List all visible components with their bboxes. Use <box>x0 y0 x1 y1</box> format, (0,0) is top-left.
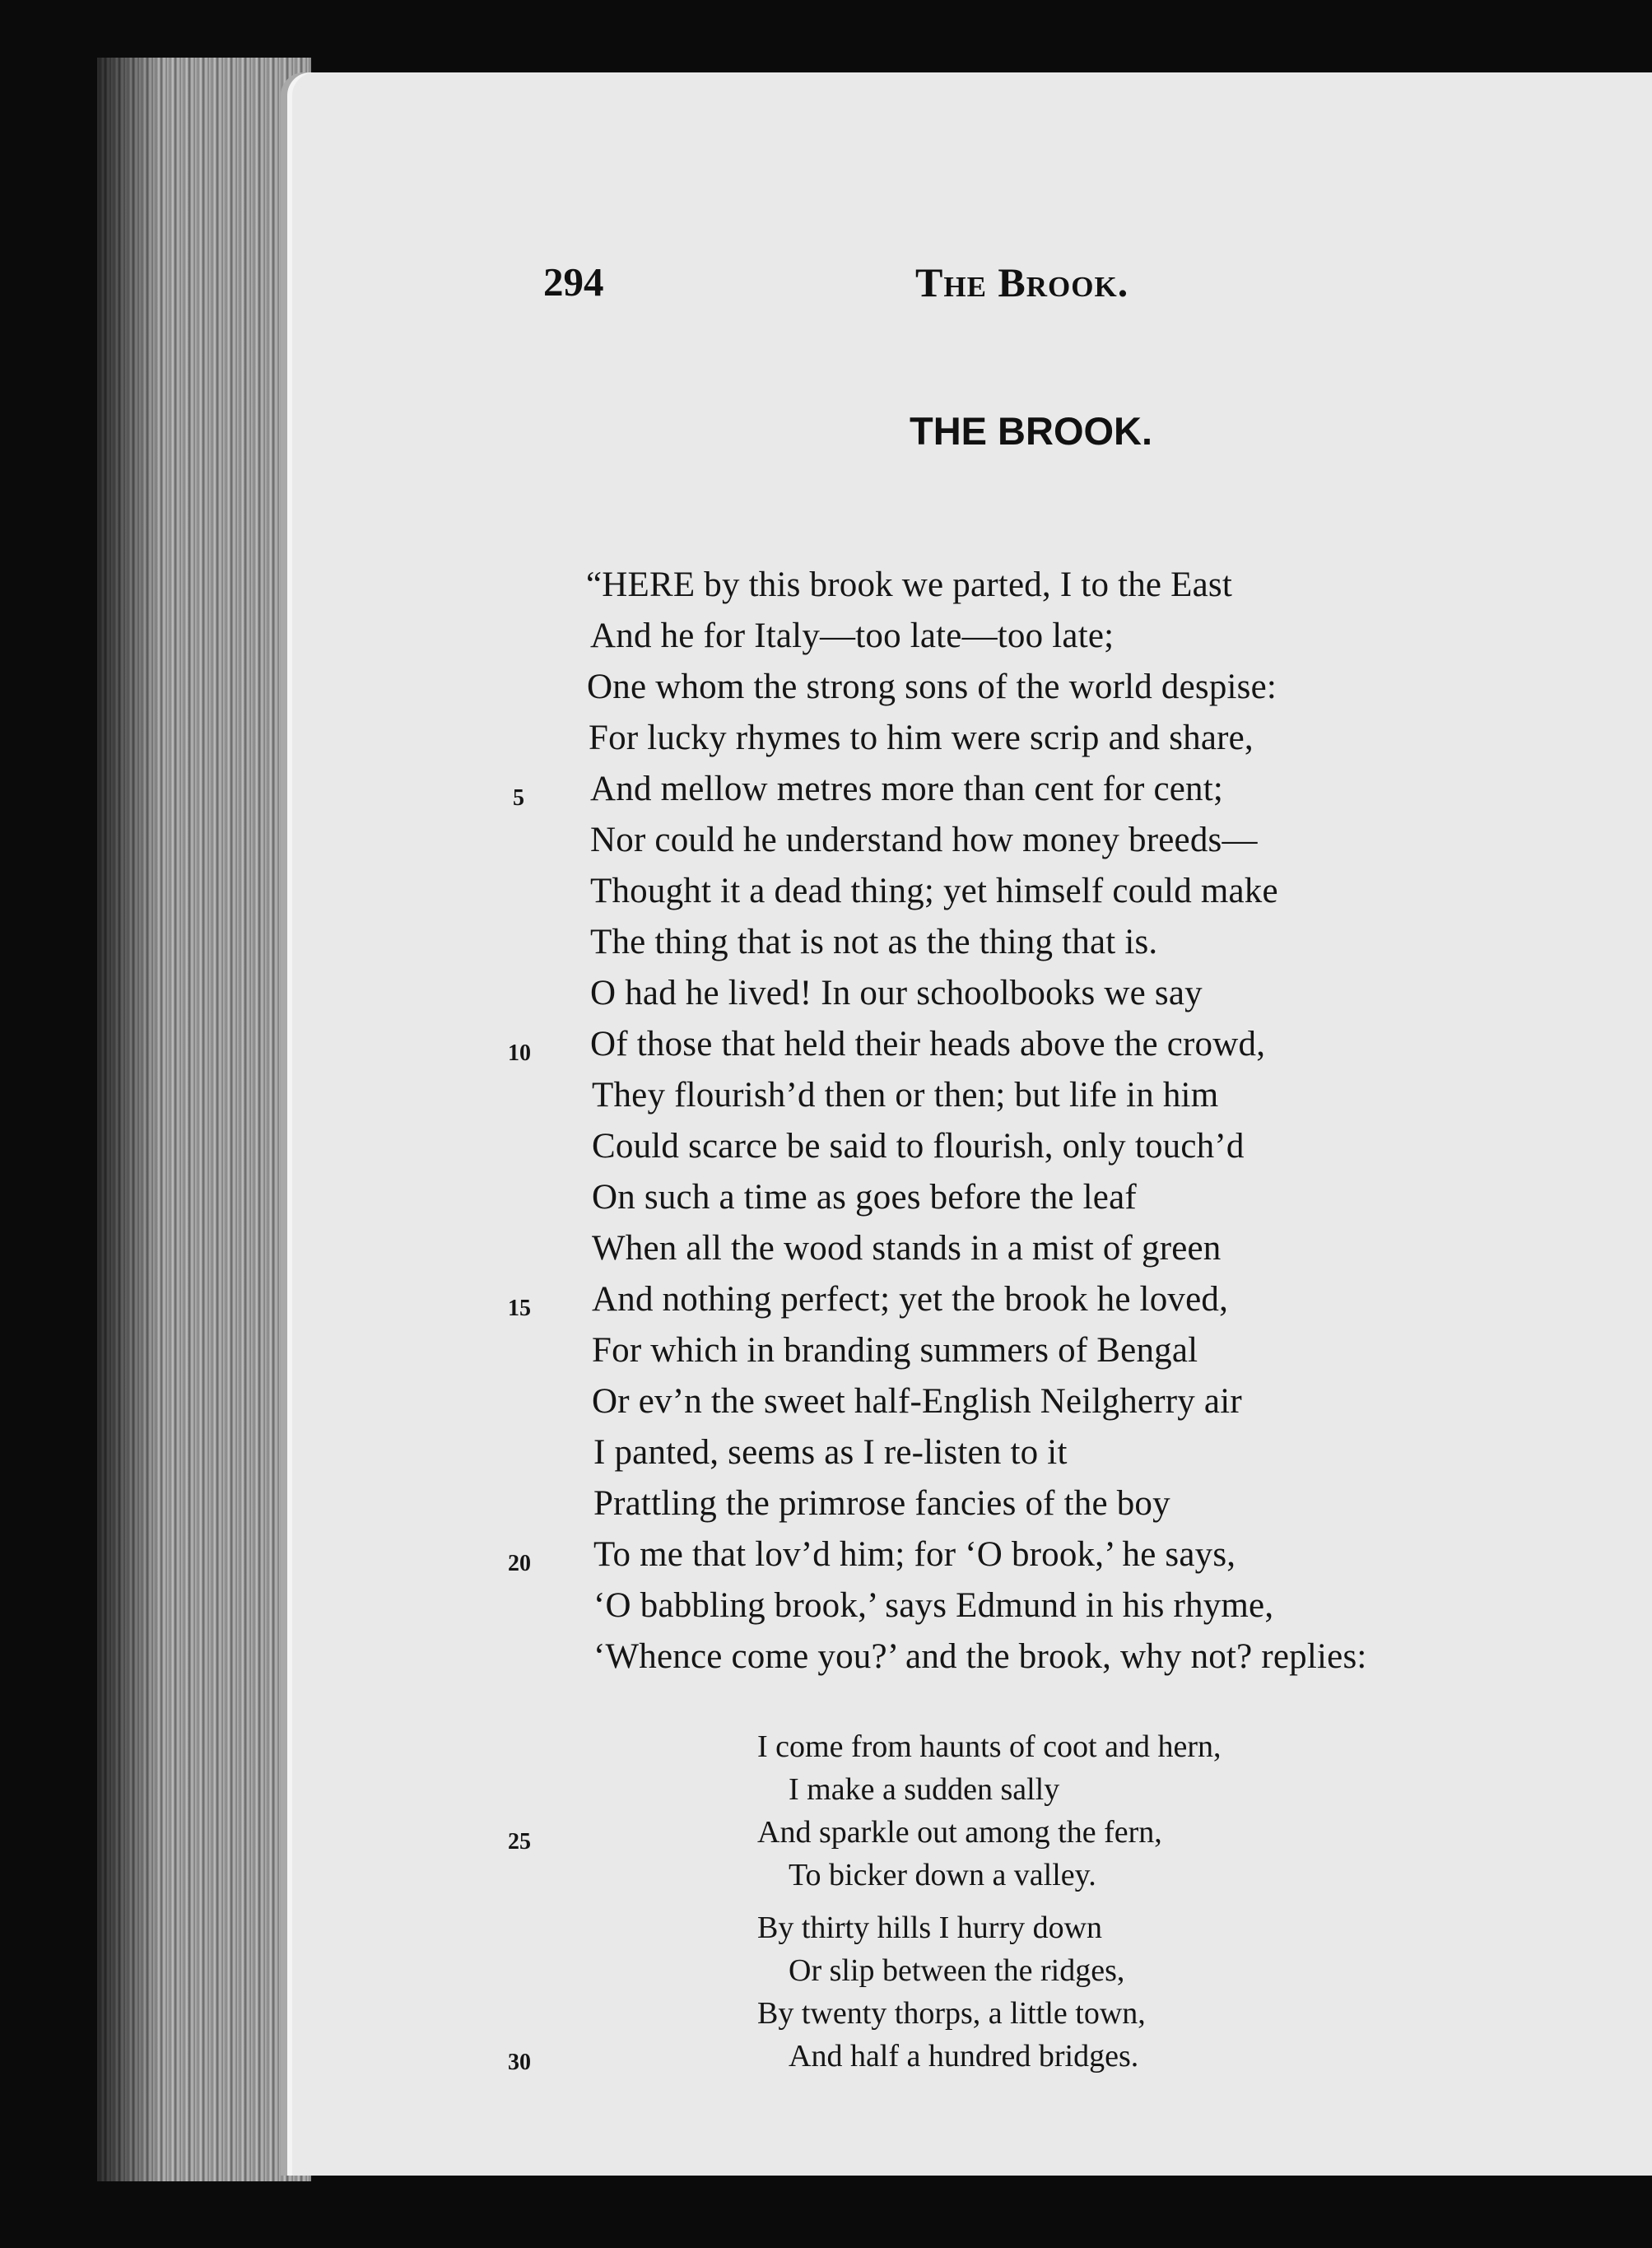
line-number: 10 <box>508 1040 531 1066</box>
poem-line: Could scarce be said to flourish, only touch’d <box>592 1127 1245 1166</box>
poem-line: For lucky rhymes to him were scrip and share, <box>589 719 1254 757</box>
poem-line: To me that lov’d him; for ‘O brook,’ he says, <box>593 1535 1236 1574</box>
poem-line: Thought it a dead thing; yet himself could make <box>590 872 1278 910</box>
poem-line: For which in branding summers of Bengal <box>592 1331 1198 1370</box>
page-binding-shadow <box>97 58 163 2181</box>
poem-line: And mellow metres more than cent for cent; <box>590 770 1224 808</box>
line-number: 25 <box>508 1829 531 1855</box>
line-number: 20 <box>508 1551 531 1576</box>
poem-line: When all the wood stands in a mist of green <box>592 1229 1222 1268</box>
poem-line: One whom the strong sons of the world despise: <box>587 668 1277 706</box>
running-head: The Brook. <box>915 259 1129 305</box>
poem-line: “HERE by this brook we parted, I to the East <box>586 565 1233 604</box>
poem-line: Or ev’n the sweet half-English Neilgherry air <box>592 1382 1242 1421</box>
poem-line: And nothing perfect; yet the brook he loved, <box>592 1280 1229 1319</box>
poem-title: THE BROOK. <box>910 409 1153 453</box>
poem-line: The thing that is not as the thing that is. <box>590 923 1158 961</box>
poem-line: I panted, seems as I re-listen to it <box>593 1433 1068 1472</box>
poem-line: Prattling the primrose fancies of the boy <box>593 1484 1170 1523</box>
poem-line: They flourish’d then or then; but life in him <box>592 1076 1219 1115</box>
poem-line: On such a time as goes before the leaf <box>592 1178 1137 1217</box>
page-number: 294 <box>543 259 604 305</box>
line-number: 15 <box>508 1296 531 1321</box>
book-page <box>292 72 1652 2176</box>
poem-line: O had he lived! In our schoolbooks we say <box>590 974 1203 1012</box>
stanza-line: To bicker down a valley. <box>789 1858 1096 1892</box>
poem-line: Of those that held their heads above the crowd, <box>590 1025 1266 1063</box>
stanza-line: By thirty hills I hurry down <box>757 1911 1103 1945</box>
stanza-line: By twenty thorps, a little town, <box>757 1996 1146 2031</box>
poem-line: ‘Whence come you?’ and the brook, why not? replies: <box>593 1637 1367 1676</box>
poem-line: Nor could he understand how money breeds— <box>590 821 1258 859</box>
line-number: 30 <box>508 2050 531 2075</box>
line-number: 5 <box>513 785 524 811</box>
stanza-line: And half a hundred bridges. <box>789 2039 1139 2073</box>
poem-line: ‘O babbling brook,’ says Edmund in his rhyme, <box>593 1586 1274 1625</box>
stanza-line: I come from haunts of coot and hern, <box>757 1729 1222 1764</box>
stanza-line: And sparkle out among the fern, <box>757 1815 1162 1850</box>
stanza-line: I make a sudden sally <box>789 1772 1060 1807</box>
stanza-line: Or slip between the ridges, <box>789 1953 1125 1988</box>
poem-line: And he for Italy—too late—too late; <box>590 617 1115 655</box>
